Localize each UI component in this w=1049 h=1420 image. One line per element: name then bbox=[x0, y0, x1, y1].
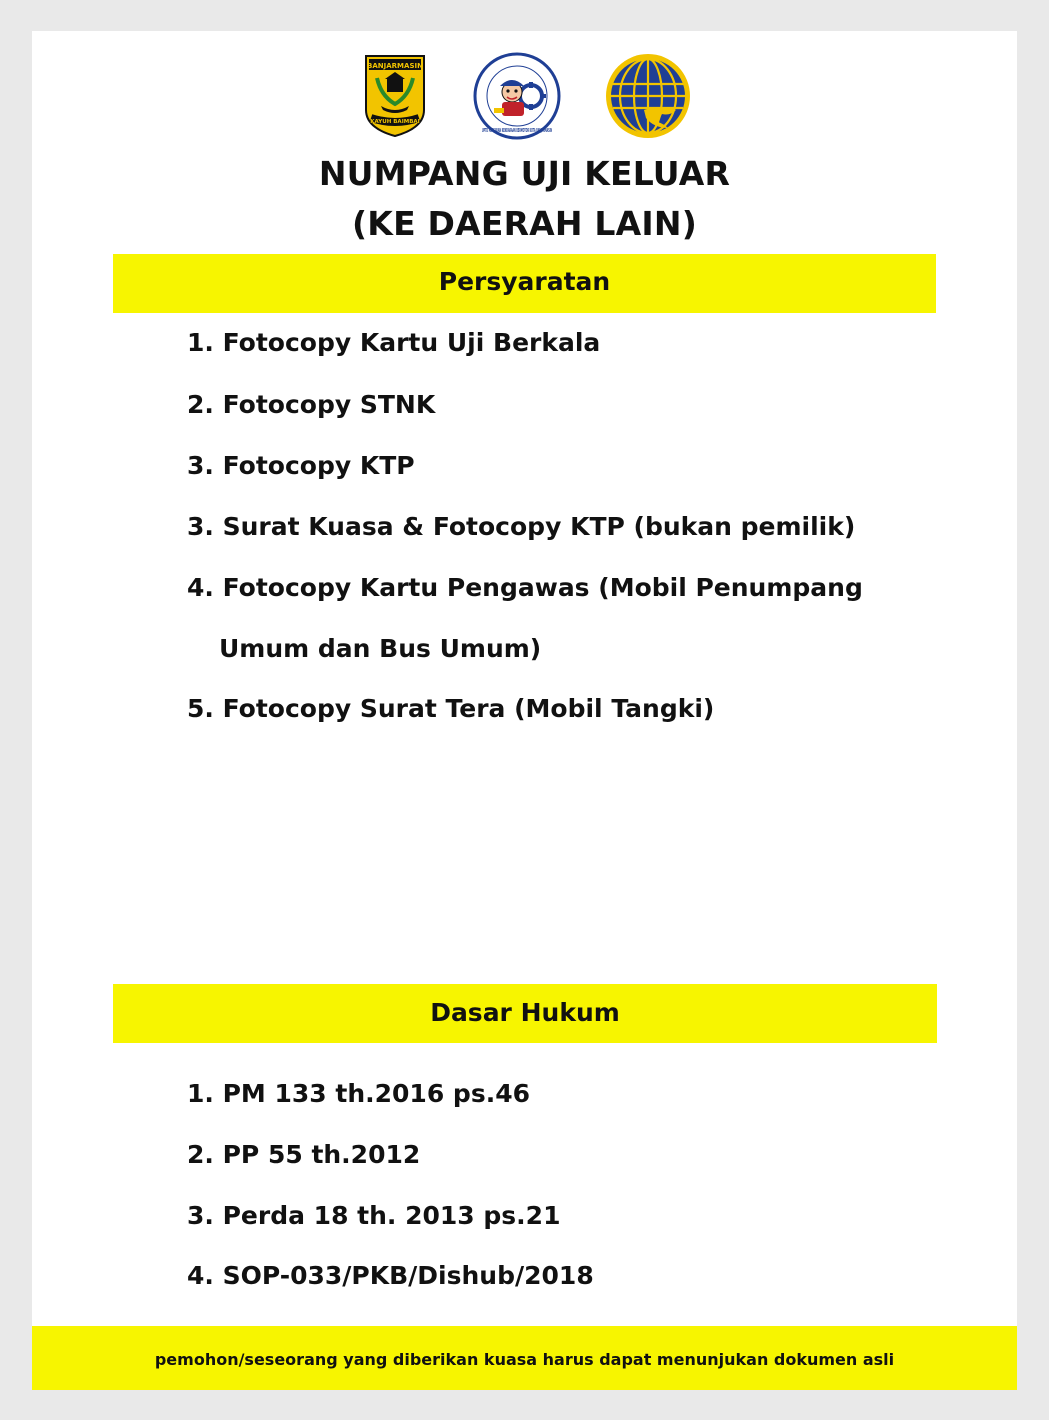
requirements-heading: Persyaratan bbox=[438, 267, 611, 296]
requirement-item-5-continuation: Umum dan Bus Umum) bbox=[219, 634, 542, 663]
requirement-item-1: 1. Fotocopy Kartu Uji Berkala bbox=[187, 328, 601, 357]
legal-item-1: 1. PM 133 th.2016 ps.46 bbox=[187, 1079, 530, 1108]
banjarmasin-coat-of-arms-icon bbox=[363, 52, 427, 138]
legal-basis-heading: Dasar Hukum bbox=[430, 998, 620, 1027]
footer-note: pemohon/seseorang yang diberikan kuasa harus dapat menunjukan dokumen asli bbox=[154, 1350, 895, 1369]
logo-row bbox=[0, 52, 1049, 142]
dishub-globe-eagle-icon bbox=[604, 52, 692, 140]
legal-item-4: 4. SOP-033/PKB/Dishub/2018 bbox=[187, 1261, 594, 1290]
requirement-item-6: 5. Fotocopy Surat Tera (Mobil Tangki) bbox=[187, 694, 715, 723]
requirement-item-2: 2. Fotocopy STNK bbox=[187, 390, 436, 419]
requirement-item-3: 3. Fotocopy KTP bbox=[187, 451, 415, 480]
logo-bottom-text: KAYUH BAIMBAI bbox=[370, 119, 420, 125]
legal-item-3: 3. Perda 18 th. 2013 ps.21 bbox=[187, 1201, 561, 1230]
emblem-text: UPTD PENGUJIAN KENDARAAN BERMOTOR KOTA BANJARMASIN bbox=[482, 128, 553, 134]
uptd-pengujian-kendaraan-bermotor-emblem-icon bbox=[472, 52, 562, 140]
logo-top-text: BANJARMASIN bbox=[367, 62, 423, 70]
legal-basis-heading-band bbox=[113, 984, 937, 1043]
requirement-item-4: 3. Surat Kuasa & Fotocopy KTP (bukan pemilik) bbox=[187, 512, 856, 541]
requirements-heading-band bbox=[113, 254, 936, 313]
legal-item-2: 2. PP 55 th.2012 bbox=[187, 1140, 421, 1169]
title-line-1: NUMPANG UJI KELUAR bbox=[318, 154, 731, 193]
title-line-2: (KE DAERAH LAIN) bbox=[352, 204, 697, 243]
requirement-item-5: 4. Fotocopy Kartu Pengawas (Mobil Penumpang bbox=[187, 573, 863, 602]
